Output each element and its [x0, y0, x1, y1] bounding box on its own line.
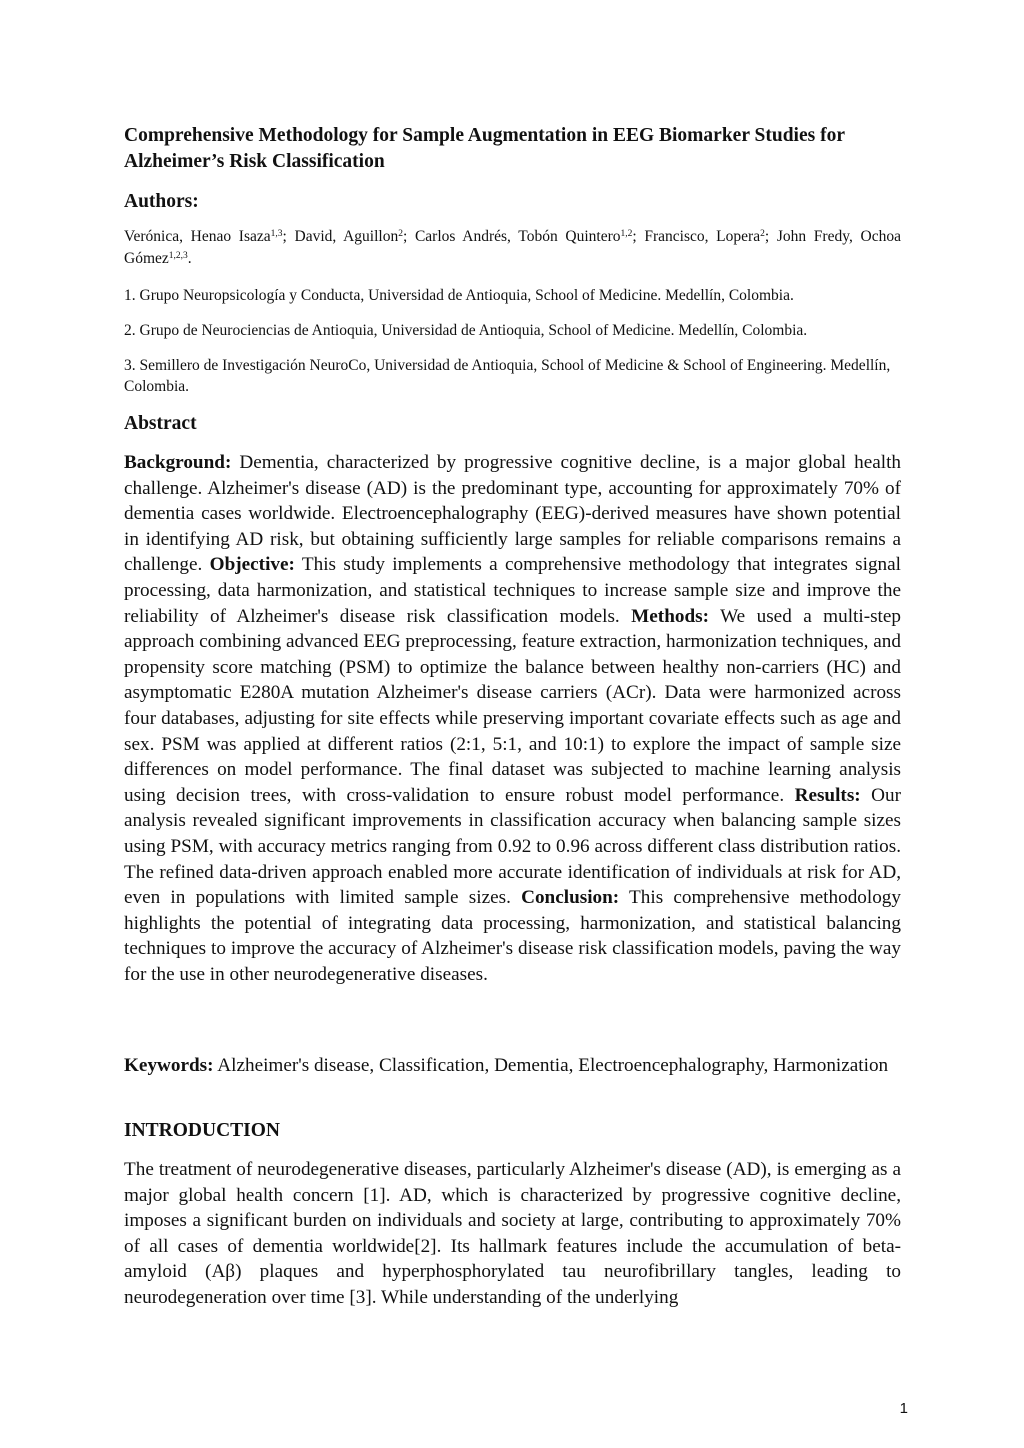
author: John Fredy, Ochoa Gómez$^{1,2,3}$.	[124, 228, 901, 267]
keywords-label: Keywords:	[124, 1055, 214, 1076]
objective-label: Objective:	[209, 554, 295, 576]
author: Verónica, Henao Isaza$^{1,3}$;	[124, 228, 295, 245]
background-label: Background:	[124, 452, 232, 473]
introduction-text: The treatment of neurodegenerative diseases, particularly Alzheimer's disease (AD), is emerging as a major global health concern [1]. AD, which is characterized by progressive cognitive decline, imposes a significant burden on individuals and society at large, contributing to approximately 70% of all cases of dementia worldwide[2]. Its hallmark features include the accumulation of beta-amyloid (Aβ) plaques and hyperphosphorylated tau neurofibrillary tangles, leading to neurodegeneration over time [3]. While understanding of the underlying	[124, 1159, 901, 1308]
conclusion-label: Conclusion:	[521, 887, 620, 909]
methods-text: We used a multi-step approach combining advanced EEG preprocessing, feature extraction, harmonization techniques, and propensity score matching (PSM) to optimize the balance between healthy non-carriers (HC) and asymptomatic E280A mutation Alzheimer's disease carriers (ACr). Data were harmonized across four databases, adjusting for site effects while preserving important covariate effects such as age and sex. PSM was applied at different ratios (2:1, 5:1, and 10:1) to explore the impact of sample size differences on model performance. The final dataset was subjected to machine learning analysis using decision trees, with cross-validation to ensure robust model performance.	[124, 605, 901, 806]
affiliation-2: 2. Grupo de Neurociencias de Antioquia, Universidad de Antioquia, School of Medicine. Medellín, Colombia.	[124, 322, 808, 339]
keywords-text: Alzheimer's disease, Classification, Dementia, Electroencephalography, Harmonization	[213, 1055, 889, 1076]
paper-title: Comprehensive Methodology for Sample Augmentation in EEG Biomarker Studies for Alzheimer’s Risk Classification	[124, 125, 845, 172]
abstract-text	[124, 450, 901, 987]
results-text: Our analysis revealed significant improvements in classification accuracy when balancing sample sizes using PSM, with accuracy metrics ranging from 0.92 to 0.96 across different class distribution ratios. The refined data-driven approach enabled more accurate identification of individuals at risk for AD, even in populations with limited sample sizes.	[124, 784, 901, 909]
affiliation-3: 3. Semillero de Investigación NeuroCo, Universidad de Antioquia, School of Medicine & School of Engineering. Medellín, Colombia.	[124, 357, 891, 395]
keywords	[124, 1053, 901, 1079]
affiliation-1: 1. Grupo Neuropsicología y Conducta, Universidad de Antioquia, School of Medicine. Medellín, Colombia.	[124, 287, 794, 304]
introduction-heading: INTRODUCTION	[124, 1120, 281, 1141]
authors-heading: Authors:	[124, 191, 199, 212]
author: Francisco, Lopera$^2$;	[644, 228, 777, 245]
author: Carlos Andrés, Tobón Quintero$^{1,2}$;	[414, 228, 645, 245]
conclusion-text: This comprehensive methodology highlights the potential of integrating data processing, harmonization, and statistical balancing techniques to improve the accuracy of Alzheimer's disease risk classification models, paving the way for the use in other neurodegenerative diseases.	[124, 887, 901, 985]
results-label: Results:	[794, 784, 861, 806]
background-text: Dementia, characterized by progressive cognitive decline, is a major global health challenge. Alzheimer's disease (AD) is the predominant type, accounting for approximately 70% of dementia cases worldwide. Electroencephalography (EEG)-derived measures have shown potential in identifying AD risk, but obtaining sufficiently large samples for reliable comparisons remains a challenge.	[124, 452, 901, 576]
methods-label: Methods:	[631, 605, 709, 627]
author: David, Aguillon$^2$;	[294, 228, 415, 245]
page-number: 1	[899, 1400, 908, 1417]
author-list	[124, 226, 901, 270]
objective-text: This study implements a comprehensive methodology that integrates signal processing, data harmonization, and statistical techniques to increase sample size and improve the reliability of Alzheimer's disease risk classification models.	[124, 554, 901, 627]
abstract-heading: Abstract	[124, 413, 197, 434]
